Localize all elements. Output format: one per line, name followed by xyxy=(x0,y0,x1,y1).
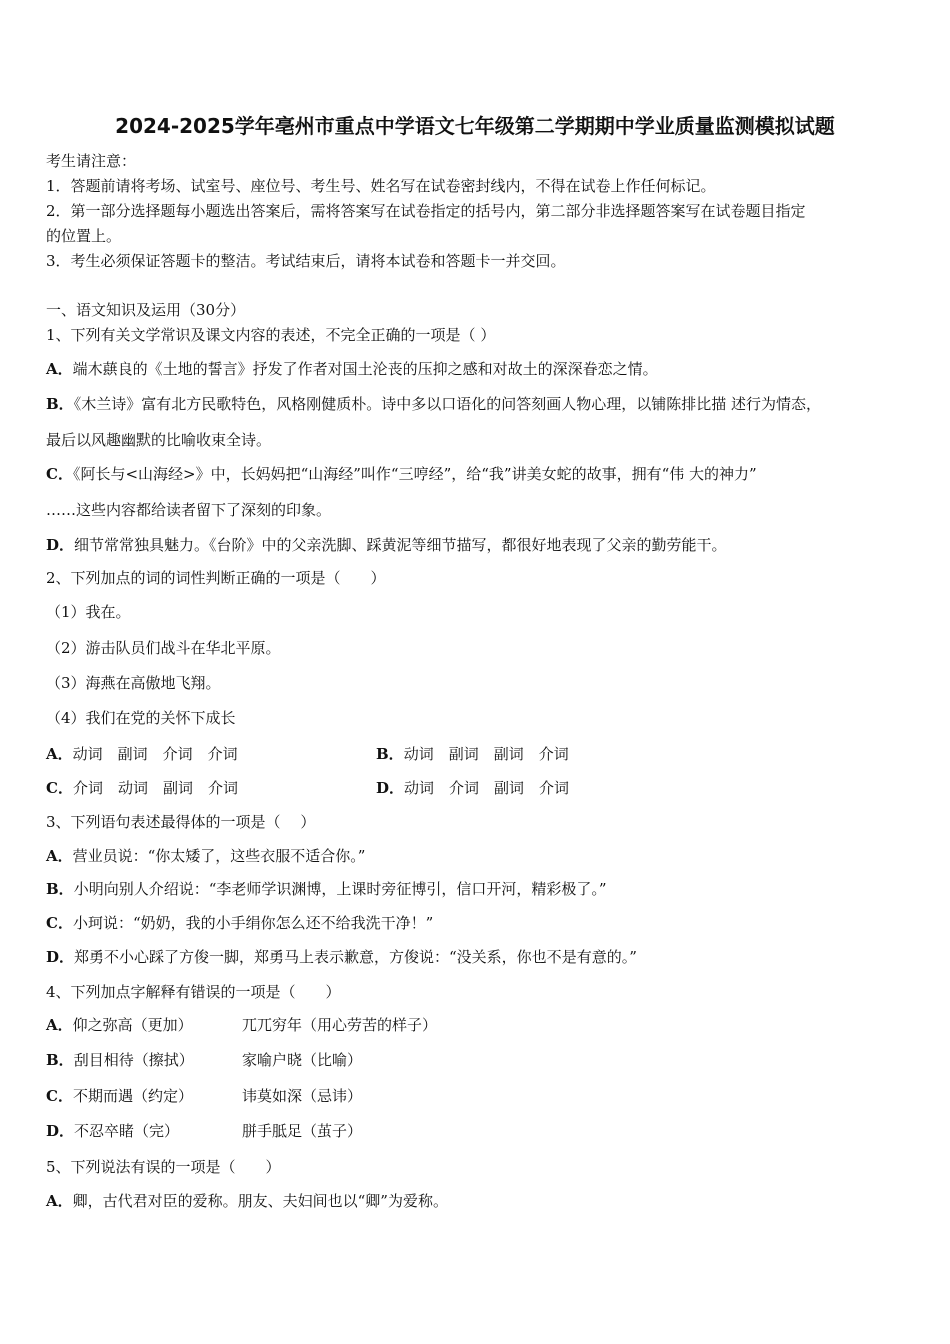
option-text: 细节常常独具魅力。《台阶》中的父亲洗脚、踩黄泥等细节描写，都很好地表现了父亲的勤劳能干。 xyxy=(74,536,727,554)
option-label: A． xyxy=(46,847,73,865)
q3-stem: 3、下列语句表述最得体的一项是（ ） xyxy=(46,813,316,831)
option-text: 动词 副词 介词 介词 xyxy=(72,745,238,763)
q3-option-b xyxy=(46,879,607,899)
q2-item-4: （4）我们在党的关怀下成长 xyxy=(46,709,236,727)
q2-option-b xyxy=(376,744,569,764)
q2-item-3: （3）海燕在高傲地飞翔。 xyxy=(46,674,221,692)
option-text: 端木蕻良的《土地的誓言》抒发了作者对国土沦丧的压抑之感和对故土的深深眷恋之情。 xyxy=(72,360,658,378)
option-text: 郑勇不小心踩了方俊一脚，郑勇马上表示歉意，方俊说：“没关系，你也不是有意的。” xyxy=(74,948,637,966)
q5-stem: 5、下列说法有误的一项是（ ） xyxy=(46,1158,281,1176)
q5-option-a xyxy=(46,1191,448,1211)
q4-option-a xyxy=(46,1015,193,1035)
notice-item-2-cont: 的位置上。 xyxy=(46,227,122,245)
option-label: A． xyxy=(46,1016,73,1034)
option-label: C． xyxy=(46,1087,73,1105)
option-label: A． xyxy=(46,1192,73,1210)
q2-option-c xyxy=(46,778,238,798)
notice-heading: 考生请注意： xyxy=(46,152,137,170)
q3-option-d xyxy=(46,947,637,967)
option-label: C． xyxy=(46,914,73,932)
q1-option-a xyxy=(46,359,658,379)
option-text: 卿，古代君对臣的爱称。朋友、夫妇间也以“卿”为爱称。 xyxy=(72,1192,448,1210)
option-label: A． xyxy=(46,360,73,378)
q2-option-d xyxy=(376,778,569,798)
option-label: D． xyxy=(376,779,405,797)
option-text: 《木兰诗》富有北方民歌特色，风格刚健质朴。诗中多以口语化的问答刻画人物心理，以铺陈排比描 述行为情态， xyxy=(73,395,821,413)
option-text: 小珂说：“奶奶，我的小手绢你怎么还不给我洗干净！” xyxy=(72,914,434,932)
q1-option-c-cont: ……这些内容都给读者留下了深刻的印象。 xyxy=(46,501,332,519)
option-text-1: 仰之弥高（更加） xyxy=(72,1016,193,1034)
notice-item-3: 3．考生必须保证答题卡的整洁。考试结束后，请将本试卷和答题卡一并交回。 xyxy=(46,252,566,270)
notice-item-2: 2．第一部分选择题每小题选出答案后，需将答案写在试卷指定的括号内，第二部分非选择题答案写在试卷题目指定 xyxy=(46,202,806,220)
option-label: D． xyxy=(46,948,75,966)
q2-item-2: （2）游击队员们战斗在华北平原。 xyxy=(46,639,281,657)
option-label: A． xyxy=(46,745,73,763)
q1-stem: 1、下列有关文学常识及课文内容的表述，不完全正确的一项是（ ） xyxy=(46,326,496,344)
option-text-1: 刮目相待（擦拭） xyxy=(73,1051,194,1069)
option-label: D． xyxy=(46,1122,75,1140)
option-text-1: 不期而遇（约定） xyxy=(72,1087,193,1105)
notice-item-1: 1．答题前请将考场、试室号、座位号、考生号、姓名写在试卷密封线内，不得在试卷上作任何标记。 xyxy=(46,177,716,195)
option-label: B． xyxy=(46,1051,74,1069)
option-label: C． xyxy=(46,465,73,483)
option-text: 《阿长与<山海经>》中，长妈妈把“山海经”叫作“三哼经”，给“我”讲美女蛇的故事，拥有“伟 大的神力” xyxy=(72,465,757,483)
option-label: B． xyxy=(46,880,74,898)
q3-option-c xyxy=(46,913,433,933)
exam-title: 2024-2025学年亳州市重点中学语文七年级第二学期期中学业质量监测模拟试题 xyxy=(115,114,835,138)
option-label: C． xyxy=(46,779,73,797)
q1-option-d xyxy=(46,535,727,555)
option-label: B． xyxy=(376,745,404,763)
option-text-1: 不忍卒睹（完） xyxy=(74,1122,180,1140)
option-text: 介词 动词 副词 介词 xyxy=(72,779,238,797)
option-text: 动词 介词 副词 介词 xyxy=(404,779,570,797)
option-text: 营业员说：“你太矮了，这些衣服不适合你。” xyxy=(72,847,366,865)
q4-option-d-2: 胼手胝足（茧子） xyxy=(242,1122,363,1140)
q4-option-d xyxy=(46,1121,179,1141)
option-text: 动词 副词 副词 介词 xyxy=(403,745,569,763)
option-text: 小明向别人介绍说：“李老师学识渊博，上课时旁征博引，信口开河，精彩极了。” xyxy=(73,880,607,898)
q4-option-b-2: 家喻户晓（比喻） xyxy=(242,1051,363,1069)
q1-option-b-cont: 最后以风趣幽默的比喻收束全诗。 xyxy=(46,431,272,449)
q4-option-b xyxy=(46,1050,194,1070)
q4-option-c-2: 讳莫如深（忌讳） xyxy=(242,1087,363,1105)
option-label: B． xyxy=(46,395,74,413)
q1-option-c xyxy=(46,464,757,484)
q4-option-a-2: 兀兀穷年（用心劳苦的样子） xyxy=(242,1016,438,1034)
q1-option-b xyxy=(46,394,821,414)
q4-stem: 4、下列加点字解释有错误的一项是（ ） xyxy=(46,983,341,1001)
section-heading: 一、语文知识及运用（30分） xyxy=(46,301,246,319)
option-label: D． xyxy=(46,536,75,554)
q2-option-a xyxy=(46,744,238,764)
q2-item-1: （1）我在。 xyxy=(46,603,131,621)
q4-option-c xyxy=(46,1086,193,1106)
q3-option-a xyxy=(46,846,365,866)
q2-stem: 2、下列加点的词的词性判断正确的一项是（ ） xyxy=(46,569,386,587)
